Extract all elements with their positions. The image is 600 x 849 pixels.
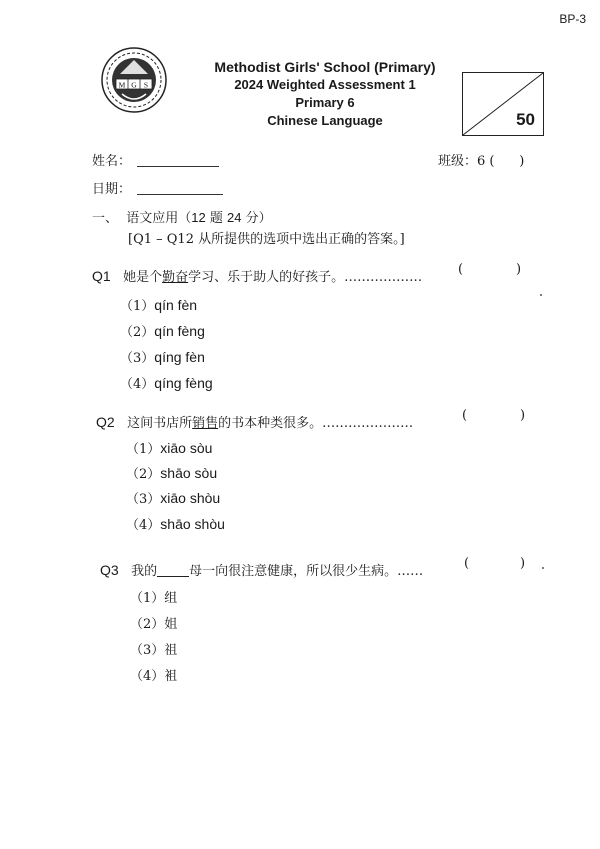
option-4[interactable] (130, 665, 177, 684)
question-text-pre: 这间书店所 (127, 416, 193, 431)
option-number: （3） (130, 643, 165, 658)
question-1 (92, 266, 422, 285)
section-number: 一、 (92, 211, 119, 226)
question-number: Q2 (96, 414, 115, 430)
question-text-post: 母一向很注意健康，所以很少生病。…… (189, 564, 424, 579)
page-code: BP-3 (559, 12, 586, 26)
level: Primary 6 (295, 95, 355, 110)
option-number: （1） (126, 442, 161, 457)
option-3[interactable] (126, 488, 220, 507)
header (200, 58, 450, 130)
option-text: 袓 (164, 669, 178, 684)
class-close: ) (519, 154, 525, 169)
total-marks: 50 (516, 110, 535, 129)
option-2[interactable] (126, 463, 217, 482)
section-heading (92, 207, 272, 226)
answer-blank[interactable] (157, 576, 189, 577)
option-1[interactable] (126, 438, 212, 457)
option-text: 姐 (164, 617, 178, 632)
answer-paren-close[interactable]: ) (520, 556, 526, 571)
mgs-crest-icon (100, 46, 168, 114)
option-3[interactable] (120, 347, 205, 366)
option-text: xiāo sòu (160, 440, 213, 456)
option-text: qíng fèn (154, 349, 205, 365)
option-number: （4） (126, 518, 161, 533)
option-4[interactable] (126, 514, 225, 533)
name-field[interactable] (92, 150, 219, 169)
option-1[interactable] (130, 587, 177, 606)
question-keyword: 销售 (192, 416, 219, 431)
section-title: 语文应用（ (126, 211, 192, 226)
answer-paren-open[interactable]: ( (458, 262, 464, 277)
name-label: 姓名： (92, 154, 132, 169)
question-2 (96, 412, 413, 431)
question-text-post: 学习、乐于助人的好孩子。……………… (188, 270, 423, 285)
question-text-pre: 她是个 (123, 270, 163, 285)
date-line[interactable] (137, 194, 223, 195)
option-text: qín fèng (154, 323, 205, 339)
section-marks: 24 (227, 210, 242, 225)
school-name: Methodist Girls' School (Primary) (214, 59, 436, 75)
option-number: （1） (130, 591, 165, 606)
question-text-pre: 我的 (131, 564, 158, 579)
class-label: 班级：6 ( (438, 154, 495, 169)
option-1[interactable] (120, 295, 197, 314)
option-number: （2） (126, 467, 161, 482)
option-3[interactable] (130, 639, 177, 658)
answer-paren-close[interactable]: ) (516, 262, 522, 277)
section-title-mid: 题 (205, 211, 228, 226)
option-number: （4） (120, 377, 155, 392)
option-text: 组 (164, 591, 178, 606)
option-text: xiāo shòu (160, 490, 221, 506)
option-2[interactable] (120, 321, 205, 340)
option-number: （2） (120, 325, 155, 340)
svg-text:M: M (118, 80, 126, 90)
date-field[interactable] (92, 178, 223, 197)
name-line[interactable] (137, 166, 219, 167)
answer-paren-close[interactable]: ) (520, 408, 526, 423)
option-number: （1） (120, 299, 155, 314)
section-title-end: 分） (241, 211, 272, 226)
answer-paren-open[interactable]: ( (464, 556, 470, 571)
option-2[interactable] (130, 613, 177, 632)
option-text: 祖 (164, 643, 178, 658)
stray-mark (542, 567, 544, 569)
option-text: shāo shòu (160, 516, 225, 532)
section-count: 12 (191, 210, 206, 225)
option-number: （2） (130, 617, 165, 632)
question-text-post: 的书本种类很多。………………… (218, 416, 414, 431)
stray-mark (540, 294, 542, 296)
svg-text:S: S (143, 80, 149, 90)
option-4[interactable] (120, 373, 213, 392)
svg-text:G: G (131, 80, 137, 90)
score-box (462, 72, 544, 136)
question-number: Q1 (92, 268, 111, 284)
answer-paren-open[interactable]: ( (462, 408, 468, 423)
question-number: Q3 (100, 562, 119, 578)
option-number: （3） (120, 351, 155, 366)
date-label: 日期： (92, 182, 132, 197)
question-keyword: 勤奋 (162, 270, 189, 285)
section-instruction: [Q1 – Q12 从所提供的选项中选出正确的答案。] (128, 232, 405, 247)
option-number: （4） (130, 669, 165, 684)
class-field[interactable] (438, 150, 524, 169)
subject: Chinese Language (267, 113, 383, 128)
option-text: qín fèn (154, 297, 198, 313)
option-text: qíng fèng (154, 375, 213, 391)
assessment-title: 2024 Weighted Assessment 1 (234, 77, 416, 92)
question-3 (100, 560, 423, 579)
option-text: shāo sòu (160, 465, 218, 481)
option-number: （3） (126, 492, 161, 507)
